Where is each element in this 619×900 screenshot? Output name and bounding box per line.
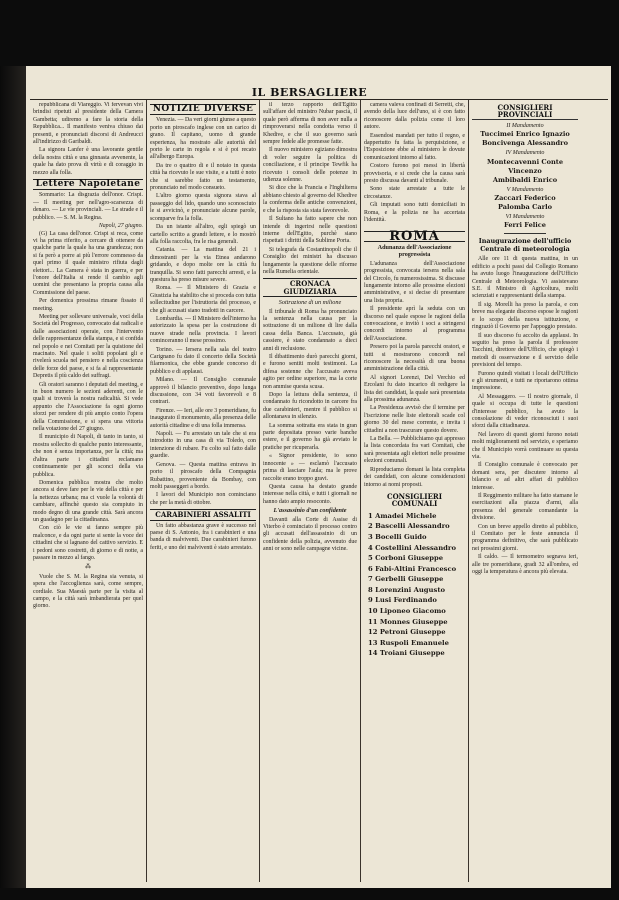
- col2-paragraph: L'altro giorno questa signora stava al passeggio del lido, quando uno sconosciuto le si avvicinò, e pronunciate alcune parole, scomparve fra la folla.: [150, 193, 256, 222]
- col4-paragraph: La Presidenza avvisò che il termine per l'iscrizione nelle liste elettorali scade col giorno 30 del mese corrente, e invita i cittadini a non trascurare questo dovere.: [364, 405, 465, 434]
- col1-paragraph: La signora Lanfer è una lavorante gentile della nostra città e una ginnasta avvenente, la quale ha dato prova di virtù e di coraggio in mezzo alla folla.: [33, 147, 143, 176]
- col2-paragraph: Da un istante all'altro, egli spiegò un cartello scritto a grandi lettere, e lo mostrò alla folla raccolta, fra le risa generali.: [150, 224, 256, 245]
- col2-paragraph: Un fatto abbastanza grave è successo nel paese di S. Antonio, fra i carabinieri e una banda di malviventi. Due carabinieri furono feriti, e uno dei malviventi è stato arrestato.: [150, 522, 256, 551]
- col1-summary: Sommario: La disgrazia dell'onor. Crispi. — Il meeting per nell'agro-scarsezza di denaro. — Le vie provinciali. — Le strade e il pubblico. — S. M. la Regina.: [33, 192, 143, 221]
- col4-paragraph: Costoro furono poi messi in libertà provvisoria, e si crede che la causa sarà presto discussa davanti al tribunale.: [364, 163, 465, 185]
- col3-paragraph: Il dibattimento durò parecchi giorni, e furono sentiti molti testimoni. La difesa sostenne che l'accusato aveva agito per ordine superiore, ma la corte non ammise questa scusa.: [263, 354, 357, 390]
- col2-paragraph: Da tre o quattro di e il notaio in questa città ha ricevuto le sue visite, e a tutti è noto che si sarebbe fatto un testamento, pronunciato nel modo consueto.: [150, 162, 256, 192]
- col2-subheadline: CARABINIERI ASSALITI: [150, 509, 256, 520]
- col1-paragraph: repubblicana di Viareggio. Vi fervevan vivi brindisi ripetuti al presidente della Camera Gambetta; udiremo a fare la storia della Repubblica... Il manifesto veniva chiuso dai presenti, e pronunciati discorsi di Andreucci all'indirizzo di Garibaldi.: [33, 102, 143, 146]
- candidate-name: Montecavenni Conte Vincenzo: [486, 157, 564, 175]
- council-list-item: 2 Bascelli Alessandro: [368, 522, 450, 531]
- col2-paragraph: Napoli. — Fu arrestato un tale che si era introdotto in una casa di via Toledo, con intenzione di rubare. Fu colto sul fatto dalle guardie.: [150, 431, 256, 460]
- column-divider: [360, 100, 361, 882]
- council-list-item: 8 Lorenzini Augusto: [368, 585, 445, 594]
- col3-paragraph: Il nuovo ministero egiziano dimostra di voler seguire la politica di conciliazione, e il principe Tewfik ha ricevuto i consoli delle potenze in udienza solenne.: [263, 147, 357, 184]
- col5-paragraph: Il caldo. — Il termometro segnava ieri, alle tre pomeridiane, gradi 32 all'ombra, ed oggi la temperatura è ancora più elevata.: [472, 554, 578, 576]
- column-divider: [146, 100, 147, 882]
- col5-paragraph: Il sig. Morelli ha preso la parola, e con breve ma elegante discorso espose le ragioni e lo scopo della nuova istituzione, e ringraziò il Governo per l'appoggio prestato.: [472, 301, 578, 331]
- council-list-item: 13 Ruspoli Emanuele: [368, 638, 449, 647]
- col4-list-heading: CONSIGLIERI COMUNALI: [387, 491, 442, 509]
- col3-paragraph: Il Sultano ha fatto sapere che non intende di ingerirsi nelle questioni interne dell'Egitto, purchè siano rispettati i diritti della Sublime Porta.: [263, 216, 357, 245]
- col3-paragraph: il terzo rapporto dell'Egitto sull'affare del ministro Nubar pascià, il quale però afferma di non aver nulla a rimproverarsi nella condotta verso il Khedive, e che il suo governo sarà sempre fedele alle promesse fatte.: [263, 102, 357, 146]
- column-2: [150, 102, 256, 882]
- col2-paragraph: Roma. — Il Ministero di Grazia e Giustizia ha stabilito che si proceda con tutta sollecitudine per l'istruttoria del processo, e che gli accusati siano tradotti in carcere.: [150, 285, 256, 314]
- top-rule: [30, 99, 608, 100]
- col2-paragraph: Torino. — Iersera nella sala del teatro Carignano fu dato il concerto della Società filarmonica, che ebbe grande concorso di pubblico e di applausi.: [150, 346, 256, 375]
- col4-headline: ROMA: [364, 231, 465, 242]
- col5-paragraph: Nel lavoro di questi giorni furono notati molti miglioramenti nel servizio, e speriamo che il Municipio vorrà continuare su questa via.: [472, 431, 578, 460]
- column-1: [33, 102, 143, 882]
- council-list-item: 5 Corboni Giuseppe: [368, 554, 444, 563]
- col4-paragraph: Al signori Lorenzi, Del Verchio ed Ercolani fu dato incarico di redigere la lista dei candidati, la quale sarà presentata alla prossima adunanza.: [364, 374, 465, 404]
- col2-paragraph: Lombardia. — Il Ministero dell'interno ha autorizzato la spesa per la costruzione di nuove strade nella provincia. I lavori cominceranno il mese prossimo.: [150, 315, 256, 345]
- column-5: [472, 102, 578, 882]
- column-divider: [259, 100, 260, 882]
- col1-dateline: Napoli, 27 giugno.: [98, 223, 143, 230]
- col5-paragraph: Il suo discorso fu accolto da applausi. In seguito ha preso la parola il professore Tacchini, direttore dell'Ufficio, che spiegò i metodi di osservazione e il servizio delle previsioni del tempo.: [472, 332, 578, 369]
- col2-paragraph: Milano. — Il Consiglio comunale approvò il bilancio preventivo, dopo lunga discussione, con 34 voti favorevoli e 8 contrari.: [150, 377, 256, 406]
- col3-paragraph: Si dice che la Francia e l'Inghilterra abbiano chiesto al governo del Khedive la conferma delle antiche convenzioni, e che la risposta sia stata favorevole.: [263, 185, 357, 214]
- mandamento-label: IV Mandamento: [505, 150, 545, 157]
- candidate-name: Ferri Felice: [504, 221, 546, 230]
- council-list-item: 14 Troiani Giuseppe: [368, 649, 445, 658]
- col1-paragraph: Meeting per sollevare universale, voci della Società del Progresso, convocato dai radicali e dalle associazioni operaie, con l'intervento delle rappresentanze della stampa, e si confida nel popolo e nei Comitati per la quistione del macinato. Nel quale i soliti popolani gli e rivelerà scuola nel pensiero e nella coscienza delle forze del paese, e si fa al rappresentante Depretis il più caldo dei suffragi.: [33, 313, 143, 380]
- col2-paragraph: Genova. — Questa mattina entrava in porto il piroscafo della Compagnia Rubattino, proveniente da Bombay, con molti passeggeri a bordo.: [150, 461, 256, 490]
- council-list-item: 10 Liponeo Giacomo: [368, 607, 446, 616]
- council-list-item: 6 Fabi-Altini Francesco: [368, 564, 457, 573]
- candidate-name: Tuccimei Enrico Ignazio: [480, 130, 570, 139]
- col5-paragraph: Alle ore 11 di questa mattina, in un edificio a pochi passi dal Collegio Romano ha avuto luogo l'inaugurazione dell'Ufficio Centrale di Meteorologia. Vi assistevano S.E. il Ministro di Agricoltura, molti scienziati e rappresentanti della stampa.: [472, 256, 578, 300]
- candidate-name: Zaccari Federico: [494, 194, 556, 203]
- council-list-item: 1 Amadei Michele: [368, 511, 437, 520]
- col4-paragraph: Sono state arrestate a tutte le circostanze.: [364, 186, 465, 200]
- col5-paragraph: Furono quindi visitati i locali dell'Ufficio e gli strumenti, e tutti ne riportarono ottima impressione.: [472, 370, 578, 392]
- column-4: [364, 102, 465, 882]
- column-divider: [468, 100, 469, 882]
- divider: [504, 233, 546, 234]
- col2-headline: NOTIZIE DIVERSE: [150, 104, 256, 115]
- col1-paragraph: (G) La casa dell'onor. Crispi si reca, come vi ha prima riferito, a cercare di ottenere da qualche parte la quale ha una grandezza; non si fa però a porre ai più l'errore commesso da quel primo il quale ministro rifiuta dagli elettori... La Camera è stata in guerra, e per l'onore dell'Italia si rende il cambio agli uomini che presentano la propria causa alla Commissione del paese.: [33, 230, 143, 296]
- col3-paragraph: Il tribunale di Roma ha pronunciato la sentenza nella causa per la sottrazione di un milione di lire dalla cassa della Banca. L'accusato, già cassiere, è stato condannato a dieci anni di reclusione.: [263, 308, 357, 352]
- candidate-name: Ambibaldi Enrico: [492, 175, 558, 184]
- council-list-item: 11 Monnes Giuseppe: [368, 617, 448, 626]
- column-3: [263, 102, 357, 882]
- candidate-name: Boncivenga Alessandro: [481, 139, 569, 148]
- col3-paragraph: La somma sottratta era stata in gran parte depositata presso varie banche estere, e il governo ha già avviato le pratiche per ricuperarla.: [263, 422, 357, 451]
- col4-paragraph: L'adunanza dell'Associazione progressista, convocata iersera nella sala del Circolo, fu numerosissima. Si discusse lungamente intorno alle prossime elezioni amministrative, e si decise di presentare una lista propria.: [364, 260, 465, 304]
- col2-paragraph: Venezia. — Da veri giorni giunse a questo porto un piroscafo inglese con un carico di grano. Il capitano, uomo di grande esperienza, ha mostrato alle autorità del porto le carte in regola e si è poi recato all'albergo Europa.: [150, 117, 256, 161]
- council-list: [364, 511, 465, 659]
- council-list-item: 9 Lusi Ferdinando: [368, 596, 437, 605]
- col3-paragraph: Si telegrafa da Costantinopoli che il Consiglio dei ministri ha discusso lungamente la questione delle riforme nella Rumelia orientale.: [263, 246, 357, 275]
- col3-paragraph: Davanti alla Corte di Assise di Viterbo è cominciato il processo contro gli accusati dell'assassinio di un confidente della polizia, avvenuto due anni or sono nelle campagne vicine.: [263, 516, 357, 553]
- col4-paragraph: Essendosi mandati per tutto il regno, e dappertutto fu fatta la perquisizione, e l'Esposizione ebbe al ministero le dovute comunicazioni intorno al fatto.: [364, 132, 465, 161]
- col4-paragraph: Riproduciamo domani la lista completa dei candidati, con alcune considerazioni intorno ai nomi proposti.: [364, 466, 465, 488]
- col5-subheadline: Inaugurazione dell'ufficio Centrale di meteorologia: [478, 237, 572, 254]
- col4-paragraph: Il presidente aprì la seduta con un discorso nel quale espose le ragioni della convocazione, e invitò i soci a stringersi concordi intorno al programma dell'Associazione.: [364, 306, 465, 342]
- page-edge-shadow: [0, 66, 26, 888]
- col3-paragraph: Dopo la lettura della sentenza, il condannato fu ricondotto in carcere fra due carabinieri, mentre il pubblico si allontanava in silenzio.: [263, 392, 357, 421]
- col1-paragraph: Per domenica prossima rimane fissato il meeting.: [33, 298, 143, 312]
- mandamento-label: II Mandamento: [506, 122, 544, 129]
- col5-paragraph: Con un breve appello diretto al pubblico, il Comitato per le feste annuncia il programma definitivo, che sarà pubblicato nei prossimi giorni.: [472, 523, 578, 552]
- col4-paragraph: Gli imputati sono tutti domiciliati in Roma, e la polizia ne ha accertata l'identità.: [364, 202, 465, 224]
- col1-paragraph: Con ciò le vie si fanno sempre più malconce, e da ogni parte si sente la voce dei cittadini che si lagnano del cattivo servizio. E i pedoni sono costretti, di giorno e di notte, a passare in mezzo al fango.: [33, 525, 143, 561]
- col4-paragraph: Presero poi la parola parecchi oratori, e tutti si mostrarono concordi nel riconoscere la necessità di una buona amministrazione della città.: [364, 344, 465, 373]
- council-list-item: 4 Costellini Alessandro: [368, 543, 457, 552]
- mandamento-label: V Mandamento: [506, 186, 544, 193]
- council-list-item: 12 Petroni Giuseppe: [368, 628, 446, 637]
- mandamento-label: VI Mandamento: [505, 214, 545, 221]
- col5-paragraph: Il Consiglio comunale è convocato per domani sera, per discutere intorno al bilancio e ad altri affari di pubblico interesse.: [472, 462, 578, 491]
- col3-headline: CRONACA GIUDIZIARIA: [263, 278, 357, 297]
- council-list-item: 3 Bocelli Guido: [368, 532, 427, 541]
- col5-paragraph: Al Messaggero. — Il nostro giornale, il quale si occupa di tutte le questioni d'interesse pubblico, ha avuto la consolazione di veder riconosciuti i suoi sforzi dalla cittadinanza.: [472, 393, 578, 430]
- col4-paragraph: camera valeva confinati di Serretti, che, avendo della luce dell'uno, si è con fatto riconoscere dalla polizia come il loro autore.: [364, 102, 465, 131]
- running-head: IL BERSAGLIERE: [251, 86, 368, 99]
- col2-paragraph: I lavori del Municipio non cominciano che per la metà di ottobre.: [150, 492, 256, 506]
- col5-headline: CONSIGLIERI PROVINCIALI: [472, 104, 578, 120]
- col1-paragraph: Il municipio di Napoli, di tanto in tanto, si mostra sollecito di qualche punto interessante, che non è senza importanza, per la città; ma d'altra parte i cittadini reclamano continuamente per gli sconci della via pubblica.: [33, 434, 143, 478]
- col1-paragraph: Domenica pubblica mostra che molto ancora si deve fare per le vie della città e per la nettezza urbana; ma ci vuole la volontà di cambiare, affinchè questo sia compiuto in modo degno di una grande città. Sarà ancora un guadagno per la cittadinanza.: [33, 479, 143, 523]
- col2-paragraph: Firenze. — Ieri, alle ore 3 pomeridiane, fu inaugurato il monumento, alla presenza delle autorità cittadine e di una folla immensa.: [150, 407, 256, 429]
- col1-paragraph: Vuole che S. M. la Regina sia venuta, si spera che l'accoglienza sarà, come sempre, cordiale. Sua Maestà parte per la visita al campo, e la città sarà imbandierata per quel giorno.: [33, 573, 143, 610]
- col4-paragraph: La Bella. — Pubblichiamo qui appresso la lista concordata fra vari Comitati, che sarà presentata agli elettori nelle prossime elezioni comunali.: [364, 436, 465, 465]
- candidate-name: Palomba Carlo: [497, 203, 552, 212]
- col3-subtitle: Sottrazione di un milione: [278, 299, 342, 307]
- col2-paragraph: Catania. — La mattina del 21 i dimostranti per la via Etnea andarono gridando, e dopo molte ore la città fu tranquilla. Si sono fatti parecchi arresti, e la questura ha preso misure severe.: [150, 247, 256, 283]
- col3-subheadline: L'assassinio d'un confidente: [273, 507, 347, 515]
- col5-paragraph: Il Reggimento militare ha fatto stamane le esercitazioni alla piazza d'armi, alla presenza del generale comandante la divisione.: [472, 493, 578, 522]
- council-list-item: 7 Gerbelli Giuseppe: [368, 575, 444, 584]
- section-star: ⁂: [85, 564, 91, 571]
- col4-subtitle: Adunanza dell'Associazione progressista: [377, 243, 452, 259]
- col3-paragraph: « Signor presidente, io sono innocente » — esclamò l'accusato prima di lasciare l'aula; ma le prove raccolte erano troppo gravi.: [263, 453, 357, 482]
- col1-paragraph: Gli oratori saranno i deputati del meeting, e in buon numero le sezioni aderenti, con le quali si troverà la nostra radicalità. Si vede appunto che l'Associazione fa ogni giorno sforzi per rendere di più ampio conto l'opera della Commissione, e si spera una vittoria nella votazione del 27 giugno.: [33, 381, 143, 433]
- col3-paragraph: Questa causa ha destato grande interesse nella città, e tutti i giornali ne hanno dato ampio resoconto.: [263, 483, 357, 505]
- col1-headline: Lettere Napoletane: [33, 179, 143, 190]
